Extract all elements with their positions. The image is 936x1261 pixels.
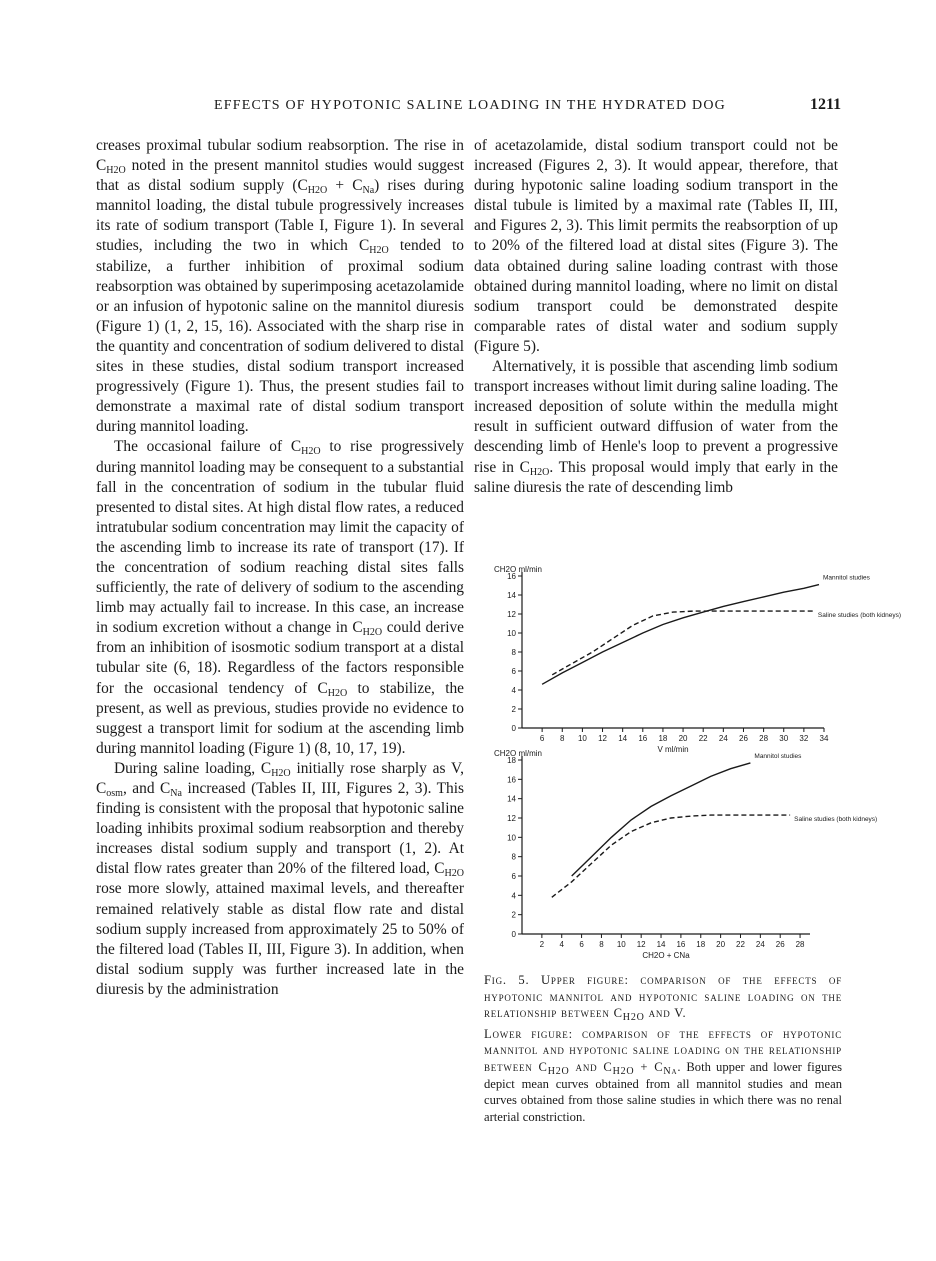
- upper-figure: [480, 556, 902, 754]
- y-axis-label: CH2O ml/min: [494, 749, 543, 758]
- mannitol-curve: [542, 585, 819, 685]
- x-tick-label: 10: [616, 940, 626, 949]
- x-tick-label: 18: [658, 734, 668, 743]
- x-tick-label: 22: [736, 940, 745, 949]
- x-tick-label: 2: [539, 940, 545, 949]
- y-tick-label: 2: [511, 705, 516, 714]
- x-axis-label: CH2O + CNa: [642, 951, 690, 960]
- x-tick-label: 30: [779, 734, 789, 743]
- saline-curve: [552, 611, 814, 675]
- paragraph: During saline loading, $C_{H2O}$ initially rose sharply as V, $C_{osm}$, and $C_{Na}$ increased (Tables II, III, Figures 2, 3). This finding is consistent with the proposal that hypotonic saline loading inhibits proximal sodium reabsorption and thereby increases distal sodium supply and transport (1, 2). At distal flow rates greater than 20% of the filtered load, $C_{H2O}$ rose more slowly, attained maximal levels, and thereafter remained relatively stable as distal flow rate and distal sodium supply increased from approximately 25 to 50% of the filtered load (Tables II, III, Figure 3). In addition, when distal sodium supply was further increased late in the diuresis by the administration: [96, 759, 465, 998]
- series-label: Saline studies (both kidneys): [817, 612, 902, 620]
- mannitol-curve: [572, 763, 751, 876]
- x-tick-label: 6: [539, 734, 545, 743]
- subscript: Na: [170, 788, 182, 799]
- y-axis-label: CH2O ml/min: [494, 565, 543, 574]
- left-column: [96, 136, 464, 1000]
- running-header: EFFECTS OF HYPOTONIC SALINE LOADING IN THE HYDRATED DOG: [214, 98, 726, 113]
- subscript: H2O: [612, 1065, 635, 1077]
- subscript: H2O: [362, 627, 383, 639]
- y-tick-label: 16: [507, 572, 516, 581]
- y-tick-label: 14: [507, 591, 516, 600]
- subscript: H2O: [444, 868, 464, 880]
- caption-upper: Fig. 5. Upper figure: comparison of the effects of hypotonic mannitol and hypotonic saline loading on the relationship between $C_{H2O}$ and V.: [484, 973, 842, 1024]
- caption-lower-text: Both upper and lower figures depict mean curves obtained from all mannitol studies and mean curves obtained from those saline studies in which there was no renal arterial constriction.: [484, 1059, 842, 1124]
- subscript: H2O: [307, 185, 328, 197]
- y-tick-label: 0: [511, 724, 516, 733]
- caption-lower: [484, 1026, 842, 1126]
- subscript: H2O: [106, 165, 126, 177]
- x-tick-label: 12: [636, 940, 646, 949]
- subscript: H2O: [271, 767, 291, 779]
- paragraph: The occasional failure of $C_{H2O}$ to rise progressively during mannitol loading may be consequent to a substantial fall in the concentration of sodium in the tubular fluid presented to distal sites. At high distal flow rates, a reduced intratubular sodium concentration may limit the capacity of the ascending limb to increase its rate of transport (17). If the concentration of sodium reaching distal sites falls sufficiently, the rate of delivery of sodium to the ascending limb may actually fail to increase. In this case, an increase in sodium excretion without a change in $C_{H2O}$ could derive from an inhibition of isosmotic sodium transport at a distal tubular site (6, 18). Regardless of the factors responsible for the occasional tendency of $C_{H2O}$ to stabilize, the present, as well as previous, studies provide no evidence to suggest a transport limit for sodium at the ascending limb during mannitol loading (Figure 1) (8, 10, 17, 19).: [96, 438, 464, 757]
- y-tick-label: 16: [507, 775, 516, 785]
- y-tick-label: 14: [507, 794, 516, 804]
- subscript: Na: [362, 185, 375, 197]
- x-tick-label: 6: [579, 940, 584, 949]
- y-tick-label: 4: [511, 891, 516, 901]
- x-tick-label: 26: [775, 940, 785, 949]
- y-tick-label: 6: [511, 872, 516, 881]
- x-tick-label: 14: [618, 734, 628, 743]
- x-tick-label: 16: [676, 940, 686, 949]
- y-tick-label: 12: [507, 814, 516, 823]
- y-tick-label: 6: [511, 667, 516, 676]
- series-label: Mannitol studies: [822, 574, 870, 582]
- subscript: H2O: [327, 687, 348, 699]
- subscript: Na: [663, 1065, 678, 1077]
- x-tick-label: 24: [718, 734, 728, 743]
- subscript: H2O: [301, 446, 321, 458]
- x-tick-label: 8: [599, 940, 604, 949]
- y-tick-label: 12: [507, 610, 516, 619]
- x-tick-label: 26: [739, 734, 748, 743]
- x-tick-label: 18: [696, 940, 706, 949]
- x-tick-label: 16: [638, 734, 648, 743]
- subscript: H2O: [622, 1012, 645, 1024]
- series-label: Saline studies (both kidneys): [794, 816, 878, 824]
- y-tick-label: 10: [507, 629, 516, 638]
- paragraph: Alternatively, it is possible that ascending limb sodium transport increases without limit during saline loading. The increased deposition of solute within the medulla might result in sufficient outward diffusion of water from the descending limb of Henle's loop to prevent a progressive rise in $C_{H2O}$. This proposal would imply that early in the saline diuresis the rate of descending limb: [474, 358, 838, 496]
- upper-chart-svg: [480, 556, 902, 754]
- y-tick-label: 8: [511, 852, 516, 862]
- subscript: osm: [106, 788, 123, 799]
- x-tick-label: 32: [799, 734, 809, 743]
- y-tick-label: 0: [511, 930, 516, 939]
- subscript: H2O: [547, 1065, 570, 1077]
- caption-lower-heading: Lower figure: comparison of the effects of hypotonic mannitol and hypotonic saline loading on the relationship between $C_{H2O}$ and $C_{H2O} + C_{Na}$.: [484, 1026, 842, 1077]
- lower-chart-svg: [480, 744, 878, 962]
- x-tick-label: 34: [819, 734, 829, 743]
- x-tick-label: 24: [755, 940, 765, 949]
- paragraph: creases proximal tubular sodium reabsorption. The rise in $C_{H2O}$ noted in the present mannitol studies would suggest that as distal sodium supply $(C_{H2O} + C_{Na})$ rises during mannitol loading, the distal tubule progressively increases its rate of sodium transport (Table I, Figure 1). In several studies, including the two in which $C_{H2O}$ tended to stabilize, a further inhibition of proximal sodium reabsorption was obtained by superimposing acetazolamide or an infusion of hypotonic saline on the mannitol diuresis (Figure 1) (1, 2, 15, 16). Associated with the sharp rise in the quantity and concentration of sodium delivered to distal sites in these studies, distal sodium transport increased progressively (Figure 1). Thus, the present studies fail to demonstrate a maximal rate of distal sodium transport during mannitol loading.: [96, 137, 465, 436]
- subscript: H2O: [369, 245, 389, 257]
- x-tick-label: 14: [656, 940, 666, 949]
- y-tick-label: 8: [511, 648, 516, 657]
- y-tick-label: 4: [511, 686, 516, 695]
- x-tick-label: 4: [559, 940, 564, 949]
- right-column: [474, 136, 838, 498]
- figure-caption: [484, 972, 842, 1129]
- subscript: H2O: [529, 466, 550, 478]
- y-tick-label: 18: [507, 756, 516, 765]
- x-tick-label: 28: [759, 734, 769, 743]
- x-tick-label: 28: [795, 940, 805, 949]
- x-tick-label: 22: [698, 734, 708, 743]
- y-tick-label: 10: [507, 833, 516, 843]
- saline-curve: [552, 815, 790, 897]
- series-label: Mannitol studies: [754, 752, 802, 760]
- paragraph: of acetazolamide, distal sodium transport could not be increased (Figures 2, 3). It would appear, therefore, that during hypotonic saline loading sodium transport in the distal tubule is limited by a maximal rate (Tables II, III, and Figures 2, 3). This limit permits the reabsorption of up to 20% of the filtered load at distal sites (Figure 3). The data obtained during saline loading contrast with those obtained during mannitol loading, where no limit on distal sodium transport could be demonstrated despite comparable rates of distal water and sodium supply (Figure 5).: [474, 137, 838, 355]
- y-tick-label: 2: [511, 910, 516, 920]
- page-number: 1211: [810, 96, 842, 113]
- x-tick-label: 10: [577, 734, 587, 743]
- lower-figure: [480, 744, 878, 962]
- x-tick-label: 12: [598, 734, 607, 743]
- x-tick-label: 8: [560, 734, 565, 743]
- x-tick-label: 20: [678, 734, 688, 743]
- x-tick-label: 20: [716, 940, 726, 949]
- x-axis-label: V ml/min: [657, 745, 689, 754]
